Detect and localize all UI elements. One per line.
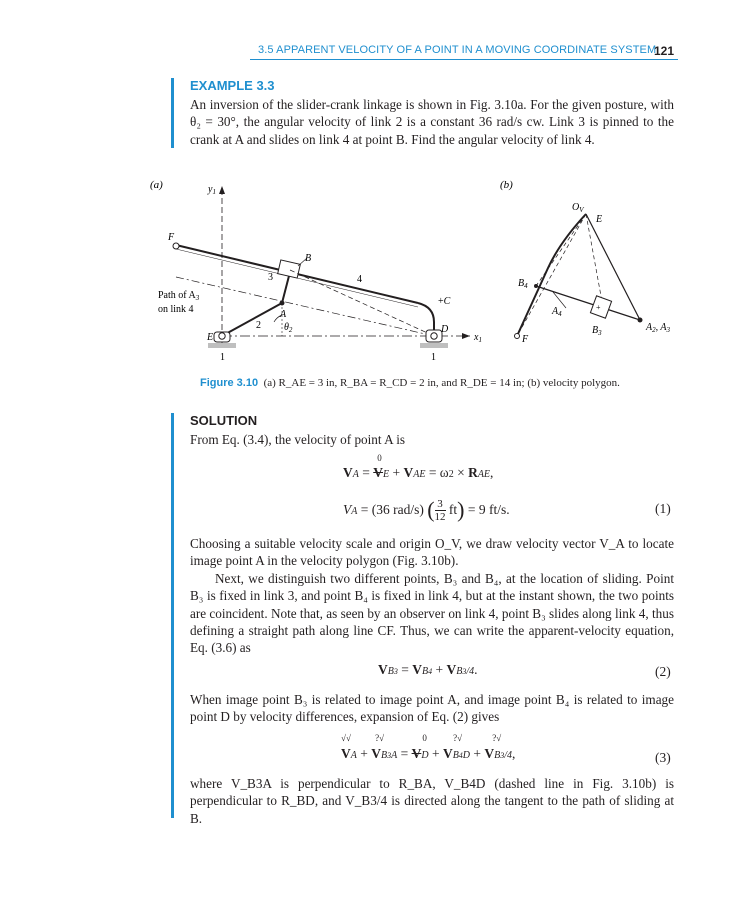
label-F-b: F: [522, 334, 529, 345]
slider-block-b: [590, 296, 611, 318]
dashed-OV-B4: [536, 214, 586, 286]
solution-title: SOLUTION: [190, 413, 258, 428]
running-header-title: 3.5 APPARENT VELOCITY OF A POINT IN A MOVING COORDINATE SYSTEM: [258, 44, 657, 56]
equation-number-3: (3): [655, 750, 671, 765]
label-D: D: [441, 324, 449, 335]
ground-D: [420, 343, 448, 348]
example-text: An inversion of the slider-crank linkage is shown in Fig. 3.10a. For the given posture, with θ₂ = 30°, the angular velocity of link 2 is a constant 36 rad/s cw. Link 3 is pinned to the crank at A and slides on link 4 at point B. Find the angular velocity of link 4.: [190, 97, 674, 147]
solution-side-bar: [171, 413, 174, 818]
label-B: B: [305, 253, 312, 264]
point-A2A3: [638, 318, 643, 323]
solution-intro: From Eq. (3.4), the velocity of point A is: [190, 432, 406, 447]
point-F: [173, 243, 179, 249]
label-Ov: $O_V$: [572, 202, 584, 214]
label-F: F: [168, 232, 175, 243]
dashed-OV-F: [517, 214, 586, 336]
path-label-2: on link 4: [158, 304, 194, 315]
label-E-b: E: [596, 214, 603, 225]
solution-para-2: Next, we distinguish two different points, B₃ and B₄, at the location of sliding. Point B₃ is fixed in link 3, and point B₄ is fixed in link 4, but at the instant shown, the two points are coincident. Note that, as seen by an observer on link 4, point B₃ slides along link 4, thus defining a straight path along line CF. Thus, we can write the apparent-velocity equation, Eq. (3.6) as: [190, 571, 674, 656]
link-2: [222, 303, 282, 336]
path-label-1: Path of $A_3$: [158, 290, 200, 302]
dashed-OV-B3: [586, 214, 603, 307]
label-A4: $A_4$: [552, 306, 562, 318]
y-axis-arrow: [219, 186, 225, 194]
example-side-bar: [171, 78, 174, 148]
figure-caption: [200, 377, 620, 389]
example-title: EXAMPLE 3.3: [190, 78, 275, 93]
label-theta2: $\theta_2$: [284, 322, 293, 334]
label-A: A: [280, 309, 287, 320]
equation-3: VA + VB3A = VD + VB4D + VB3/4,: [341, 746, 516, 761]
point-F-b: [515, 334, 520, 339]
label-ground-left: 1: [220, 352, 225, 363]
solution-para-4: where V_B3A is perpendicular to R_BA, V_B4D (dashed line in Fig. 3.10b) is perpendicular to R_BD, and V_B3/4 is directed along the tangent to the path of sliding at B.: [190, 776, 674, 826]
label-B3: $B_3$: [592, 325, 602, 337]
solution-para-3: When image point B₃ is related to image point A, and image point B₄ is related to image point D by velocity differences, expansion of Eq. (2) gives: [190, 692, 674, 725]
slider-block-B: [278, 260, 301, 278]
label-A2A3: $A_2$, $A_3$: [646, 322, 671, 334]
label-link2: 2: [256, 320, 261, 331]
label-E: E: [207, 332, 214, 343]
equation-1: VA = (36 rad/s) $(\frac{3}{12} ft) = 9$ ft/s.: [343, 497, 510, 524]
ground-E: [208, 343, 236, 348]
x1-label: $x_1$: [474, 332, 482, 344]
label-link4: 4: [357, 274, 362, 285]
y1-label: $y_1$: [208, 184, 216, 196]
page-number: 121: [654, 44, 675, 58]
point-B4: [534, 284, 538, 288]
panel-a-label: (a): [150, 179, 163, 191]
label-C: +C: [438, 296, 451, 307]
label-ground-right: 1: [431, 352, 436, 363]
caption-text: (a) R_AE = 3 in, R_BA = R_CD = 2 in, and R_DE = 14 in; (b) velocity polygon.: [263, 377, 620, 389]
figure-3-10: [0, 170, 737, 540]
line-BD: [290, 270, 434, 336]
slider-b-plus: +: [596, 303, 601, 312]
point-D: [431, 333, 437, 339]
caption-label: Figure 3.10: [200, 377, 259, 389]
label-B4: $B_4$: [518, 278, 528, 290]
solution-para-1: Choosing a suitable velocity scale and origin O_V, we draw velocity vector V_A to locate image point A in the velocity polygon (Fig. 3.10b).: [190, 536, 674, 569]
equation-3-annotations: √√ ?√ 0 ?√ ?√: [341, 733, 502, 743]
equation-va-definition: VA = 0 VE + VAE = ω2 × RAE,: [343, 453, 494, 480]
equation-number-1: (1): [655, 501, 671, 516]
point-E: [219, 333, 225, 339]
label-link3: 3: [268, 272, 273, 283]
equation-2: VB3 = VB4 + VB3/4.: [378, 662, 478, 677]
path-of-A3-line: [176, 277, 434, 336]
x-axis-arrow: [462, 333, 470, 339]
panel-b-label: (b): [500, 179, 513, 191]
header-rule: [250, 59, 678, 60]
equation-number-2: (2): [655, 664, 671, 679]
